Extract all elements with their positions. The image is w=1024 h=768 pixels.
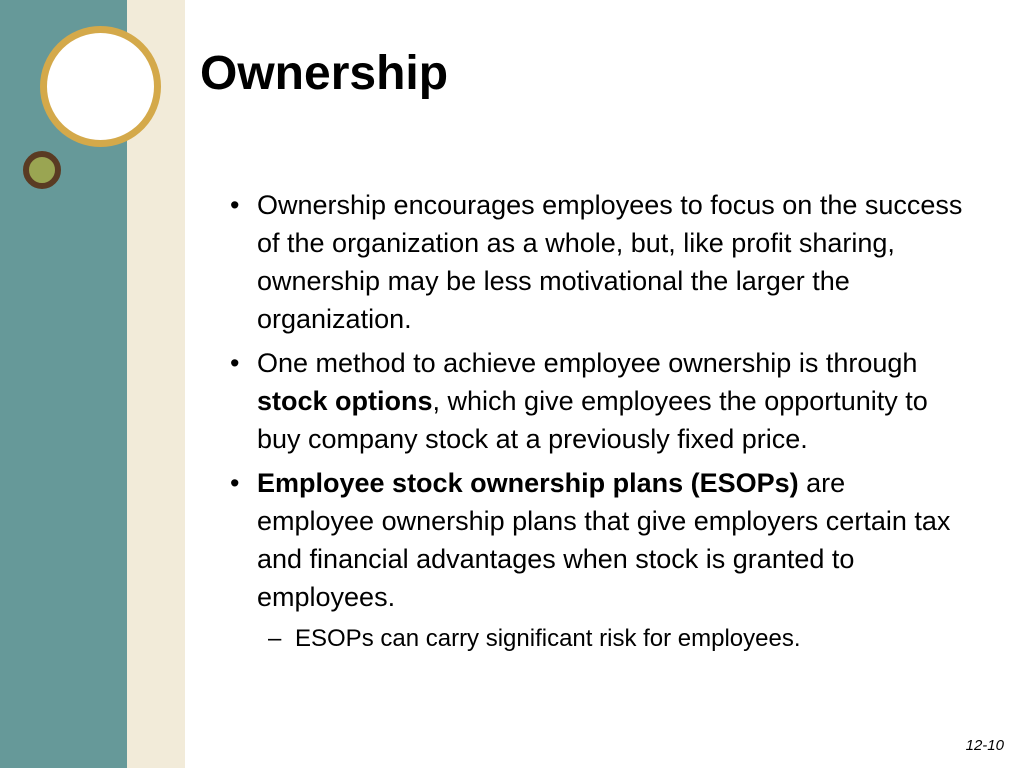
sub-bullet-item-esop-risk — [230, 622, 965, 656]
bullet-item-stock-options — [230, 344, 965, 458]
sub-bullet-marker: – — [268, 625, 282, 652]
bullet-item-ownership — [230, 186, 965, 338]
bullet-text: One method to achieve employee ownership is through — [257, 348, 918, 378]
bullet-item-esops — [230, 464, 965, 616]
bullet-marker: • — [230, 190, 240, 220]
bullet-bold-term: Employee stock ownership plans (ESOPs) — [257, 468, 799, 498]
bullet-marker: • — [230, 348, 240, 378]
sub-bullet-text: ESOPs can carry significant risk for employees. — [295, 625, 801, 652]
bullet-bold-term: stock options — [257, 386, 433, 416]
bullet-list — [230, 186, 965, 656]
bullet-marker: • — [230, 468, 240, 498]
slide-title: Ownership — [200, 47, 449, 100]
bullet-text-continued: are employee ownership plans that give employers certain tax and financial advantages when stock is granted to employees. — [257, 468, 951, 612]
bullet-text-continued: , which give employees the opportunity to buy company stock at a previously fixed price. — [257, 386, 928, 454]
slide-number: 12-10 — [965, 737, 1004, 754]
bullet-text: Ownership encourages employees to focus on the success of the organization as a whole, but, like profit sharing, ownership may be less motivational the larger the organization. — [257, 190, 963, 334]
small-ring-decoration — [23, 151, 61, 189]
large-ring-decoration — [40, 26, 161, 147]
